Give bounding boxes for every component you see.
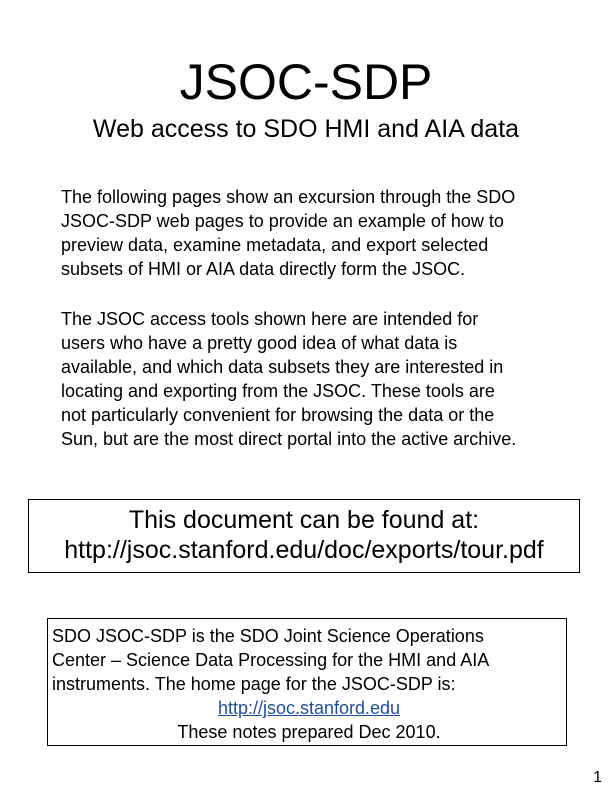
jsoc-home-link-row xyxy=(52,696,566,720)
document-location-label: This document can be found at: xyxy=(128,506,480,534)
jsoc-home-link[interactable]: http://jsoc.stanford.edu xyxy=(217,698,401,718)
paragraph-line: not particularly convenient for browsing the data or the xyxy=(61,405,495,425)
paragraph-line: The JSOC access tools shown here are intended for xyxy=(61,309,479,329)
document-location-box xyxy=(28,499,580,573)
info-line: instruments. The home page for the JSOC-SDP is: xyxy=(52,674,456,694)
info-line: SDO JSOC-SDP is the SDO Joint Science Operations xyxy=(52,626,484,646)
document-url[interactable]: http://jsoc.stanford.edu/doc/exports/tour.pdf xyxy=(64,536,544,564)
page-title: JSOC-SDP xyxy=(179,54,433,110)
intro-paragraph xyxy=(61,185,581,281)
page-number: 1 xyxy=(593,769,602,786)
paragraph-line: locating and exporting from the JSOC. These tools are xyxy=(61,381,495,401)
page-subtitle: Web access to SDO HMI and AIA data xyxy=(92,115,520,143)
paragraph-line: available, and which data subsets they are interested in xyxy=(61,357,504,377)
paragraph-line: The following pages show an excursion through the SDO xyxy=(61,187,516,207)
notes-date: These notes prepared Dec 2010. xyxy=(177,722,441,742)
tools-paragraph xyxy=(61,307,581,451)
paragraph-line: JSOC-SDP web pages to provide an example of how to xyxy=(61,211,504,231)
paragraph-line: Sun, but are the most direct portal into the active archive. xyxy=(61,429,517,449)
info-line: Center – Science Data Processing for the HMI and AIA xyxy=(52,650,490,670)
jsoc-info-box xyxy=(47,618,567,746)
paragraph-line: subsets of HMI or AIA data directly form the JSOC. xyxy=(61,259,466,279)
paragraph-line: users who have a pretty good idea of what data is xyxy=(61,333,458,353)
paragraph-line: preview data, examine metadata, and export selected xyxy=(61,235,489,255)
